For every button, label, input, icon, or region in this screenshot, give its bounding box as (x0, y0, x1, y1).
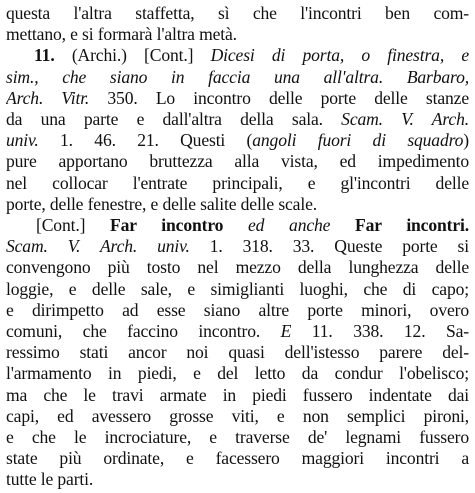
text-run: 1. 46. 21. Questi ( (38, 130, 253, 151)
text-line (6, 172, 469, 195)
text-run: mettano, e si formarà l'altra metà. (6, 24, 237, 45)
text-line (6, 405, 469, 428)
text-run: 11. (34, 45, 55, 66)
text-line (6, 362, 469, 385)
text-run: (Archi.) [Cont.] (54, 45, 211, 66)
text-run (383, 67, 407, 87)
text-line (6, 256, 469, 279)
text-line (6, 87, 469, 110)
text-run: ressimo stati ancor noi quasi dell'istesso parere del- (6, 342, 469, 363)
text-line (6, 320, 469, 343)
text-run: Barbaro, (406, 66, 469, 87)
text-line (6, 66, 469, 89)
text-line (6, 468, 469, 491)
text-line (6, 150, 469, 173)
text-line (6, 193, 469, 216)
text-run: porte, delle fenestre, e delle salite delle scale. (6, 193, 317, 214)
text-run: ma che le travi armate in piedi fussero indentate dai (6, 384, 469, 405)
text-line (6, 235, 469, 258)
text-line (6, 129, 469, 152)
text-run: Scam. V. Arch. univ. (6, 236, 190, 257)
text-run: Dicesi di porta, o finestra, e (210, 45, 469, 66)
text-line (6, 278, 469, 301)
text-run: [Cont.] (36, 215, 110, 235)
text-run: Far incontri. (355, 215, 469, 235)
text-run: e che le incrociature, e traverse de' legnami fussero (6, 427, 469, 447)
text-line (34, 44, 469, 67)
text-line (6, 2, 469, 25)
text-run: ) (463, 130, 469, 151)
text-line (6, 384, 469, 407)
text-run: loggie, e delle sale, e simiglianti luoghi, che di capo; (6, 278, 469, 299)
text-run: E (280, 321, 292, 341)
text-run: 11. 338. 12. Sa- (291, 321, 469, 341)
text-run: e dirimpetto ad esse siano altre porte minori, overo (6, 299, 469, 320)
text-run: pure apportano bruttezza alla vista, ed impedimento (6, 151, 469, 172)
text-run: Far incontro (110, 215, 224, 235)
text-line (6, 447, 469, 470)
text-run: angoli fuori di squadro (252, 130, 464, 151)
text-line (36, 214, 469, 237)
text-line (6, 341, 469, 364)
text-line (6, 426, 469, 449)
text-run: capi, ed avessero grosse viti, e non semplici pironi, (6, 405, 469, 426)
text-run: tutte le parti. (6, 469, 94, 490)
text-run: 1. 318. 33. Queste porte si (189, 236, 469, 257)
text-run: nel collocar l'entrate principali, e gl'incontri delle (6, 172, 469, 193)
text-line (6, 299, 469, 322)
text-run: 350. Lo incontro delle porte delle stanze (89, 87, 469, 108)
text-run: sim., che siano in faccia una all'altra. (6, 66, 384, 87)
text-run: l'armamento in piedi, e del letto da condur l'obelisco; (6, 363, 469, 384)
text-run: Arch. Vitr. (6, 87, 90, 108)
text-run: comuni, che faccino incontro. (6, 321, 281, 341)
text-line (6, 23, 469, 46)
text-run: questa l'altra staffetta, sì che l'incontri ben com- (6, 3, 469, 23)
text-run: univ. (6, 130, 39, 151)
text-line (6, 108, 469, 131)
text-run: state più ordinate, e facessero maggiori incontri a (6, 448, 469, 469)
text-run: Scam. V. Arch. (341, 109, 469, 129)
text-run: convengono più tosto nel mezzo della lunghezza delle (6, 257, 469, 278)
text-run: da una parte e dall'altra della sala. (6, 109, 342, 129)
text-run: ed anche (223, 215, 356, 235)
